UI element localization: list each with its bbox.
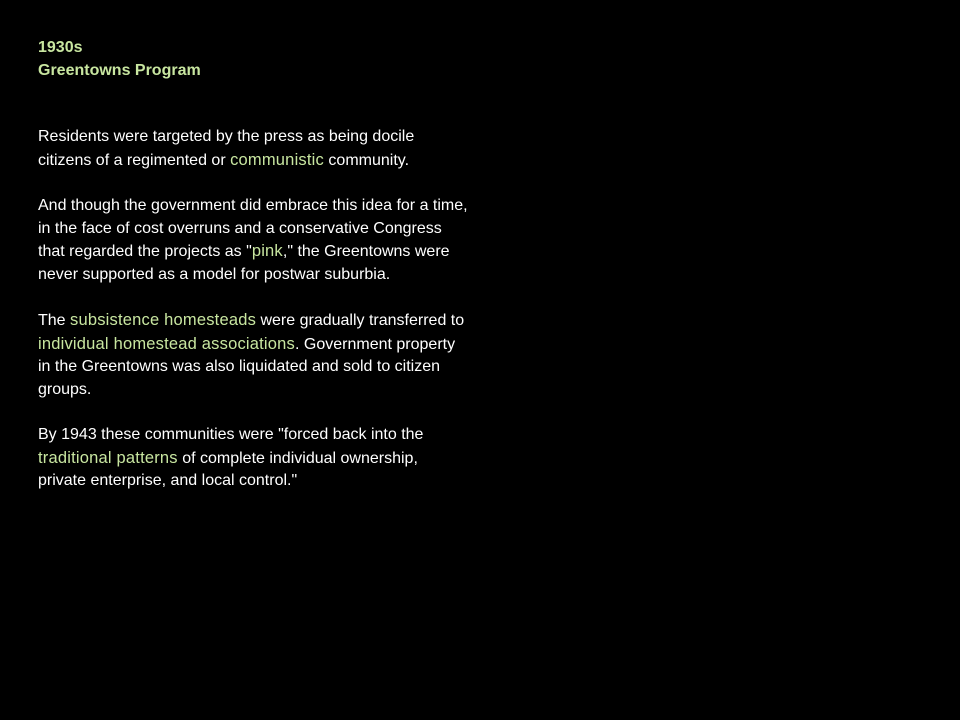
paragraph-3 [38, 309, 468, 401]
highlight-traditional-patterns: traditional patterns [38, 448, 178, 467]
slide-body [38, 126, 468, 516]
highlight-communistic: communistic [230, 150, 324, 169]
slide-header [38, 36, 201, 82]
paragraph-4-text-a: By 1943 these communities were "forced back into the [38, 426, 424, 443]
paragraph-1 [38, 126, 468, 172]
header-decade: 1930s [38, 39, 83, 56]
paragraph-4-text-b: of complete individual ownership, private enterprise, and local control." [38, 449, 418, 489]
highlight-subsistence-homesteads: subsistence homesteads [70, 311, 257, 329]
paragraph-1-text-b: community. [323, 151, 410, 169]
paragraph-4 [38, 424, 468, 493]
paragraph-2-text-a: And though the government did embrace this idea for a time, in the face of cost overruns and a conservative Congress that regarded the projects as " [38, 197, 468, 260]
paragraph-1-text-a: Residents were targeted by the press as being docile citizens of a regimented or [38, 128, 415, 169]
paragraph-3-text-b: were gradually transferred to [256, 312, 465, 329]
highlight-pink: pink [251, 242, 283, 260]
header-title: Greentowns Program [38, 62, 201, 79]
paragraph-2 [38, 195, 468, 286]
paragraph-2-text-b: ," the Greentowns were never supported as a model for postwar suburbia. [38, 243, 450, 283]
paragraph-3-text-c: . Government property in the Greentowns was also liquidated and sold to citizen groups. [38, 335, 456, 398]
paragraph-3-text-a: The [38, 312, 71, 329]
highlight-individual-homestead-associations: individual homestead associations [38, 334, 296, 353]
